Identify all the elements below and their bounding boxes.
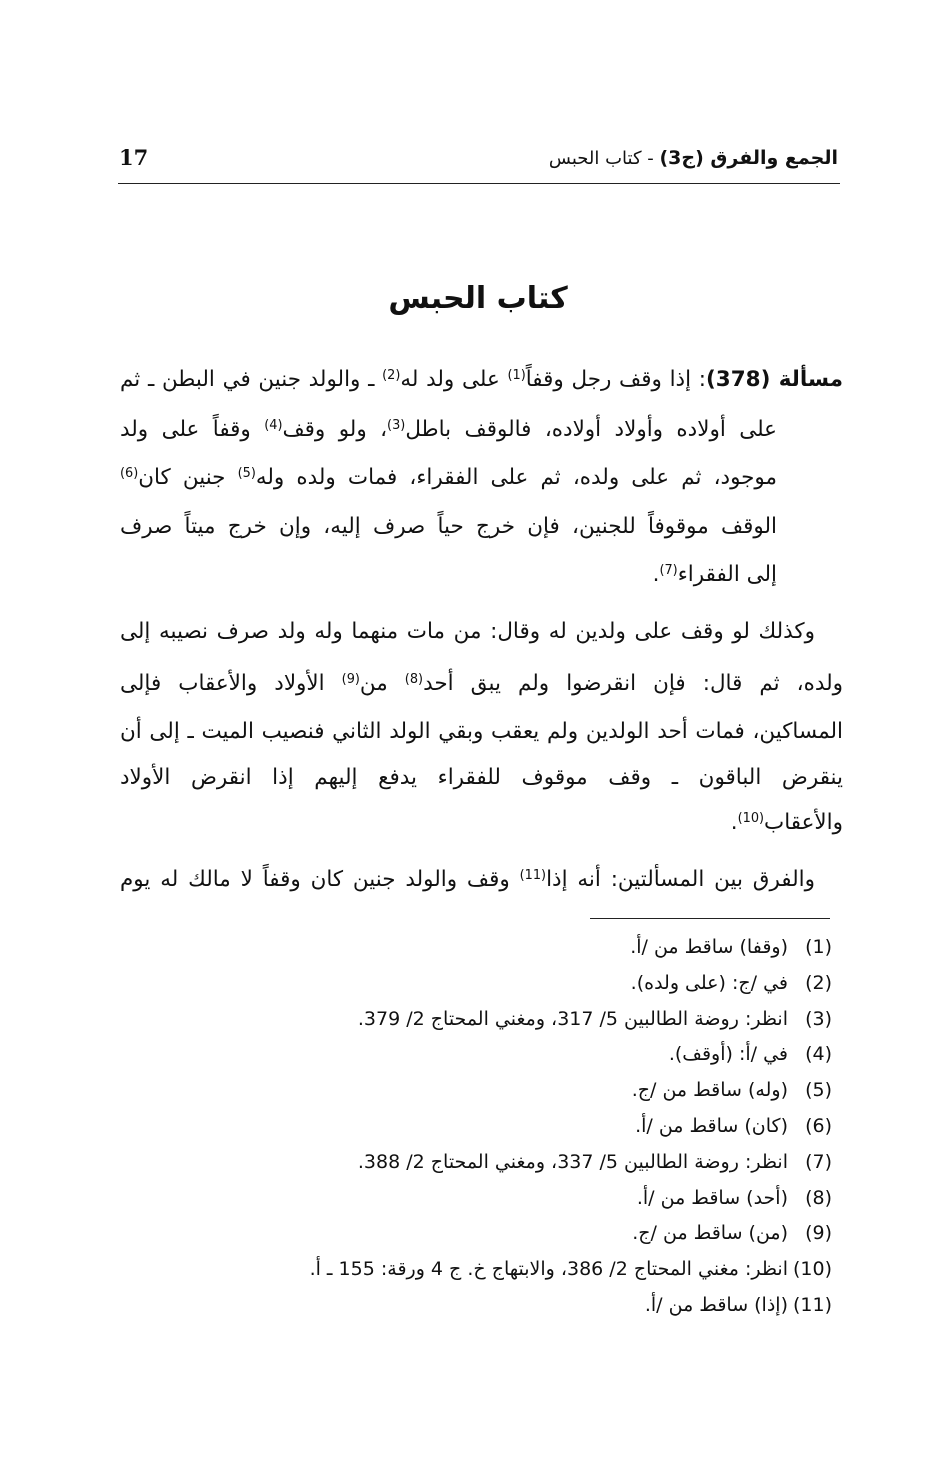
text-line (120, 856, 815, 904)
footnote-marker: (3) (387, 417, 406, 433)
footnote-text: في /ج: (على ولده). (630, 971, 788, 994)
footnote-marker: (11) (519, 867, 547, 883)
footnote (212, 1145, 832, 1181)
chapter-label: - كتاب الحبس (548, 148, 654, 169)
footnote-text: (من) ساقط من /ج. (632, 1222, 788, 1245)
text-line (120, 551, 777, 599)
footnote-marker: (9) (341, 671, 360, 687)
text-run: الوقف موقوفاً للجنين، فإن خرج حياً صرف إليه، وإن خرج ميتاً صرف (120, 514, 777, 539)
text-run: وقف والولد جنين كان وقفاً لا مالك له يوم (120, 867, 520, 892)
text-line (120, 356, 843, 404)
text-line-content (731, 799, 843, 847)
footnote-number: (11) (792, 1293, 832, 1316)
issue-label: مسألة (378) (705, 367, 843, 392)
text-run: والأعقاب (764, 810, 843, 835)
text-line-content (120, 754, 843, 802)
text-line (120, 754, 843, 802)
footnote-number: (8) (805, 1186, 832, 1209)
footnote (212, 1037, 832, 1073)
text-run: موجود، ثم على ولده، ثم على الفقراء، فمات ولده وله (255, 465, 777, 490)
text-line-content (120, 356, 843, 404)
footnote (212, 966, 832, 1002)
text-line-content (120, 708, 843, 756)
text-run: على أولاده وأولاد أولاده، فالوقف باطل (405, 417, 777, 442)
footnote-marker: (2) (382, 367, 401, 383)
text-line (120, 708, 843, 756)
footnote-text: انظر: روضة الطالبين 5/ 317، ومغني المحتاج 2/ 379. (357, 1007, 788, 1030)
footnote-marker: (5) (237, 465, 256, 481)
footnote-number: (10) (792, 1258, 832, 1281)
footnote-marker: (8) (404, 671, 424, 687)
text-run: ولده، ثم قال: فإن انقرضوا ولم يبق أحد (423, 671, 843, 696)
book-title: الجمع والفرق (ج3) (659, 147, 838, 169)
text-line (120, 799, 843, 847)
text-line-content (653, 551, 777, 599)
footnote-marker: (1) (507, 367, 526, 383)
page-number: 17 (119, 145, 149, 170)
text-line (120, 454, 777, 502)
text-line (120, 406, 777, 454)
footnote-number: (5) (805, 1079, 832, 1102)
footnote-number: (4) (805, 1043, 832, 1066)
footnote-number: (6) (805, 1114, 832, 1137)
text-line (120, 608, 815, 656)
text-run: المساكين، فمات أحد الولدين ولم يعقب وبقي الولد الثاني فنصيب الميت ـ إلى أن (120, 719, 843, 744)
footnote-text: (وقفا) ساقط من /أ. (630, 936, 788, 958)
footnote (212, 930, 832, 966)
footnote (212, 1002, 832, 1038)
text-line-content (120, 454, 777, 502)
footnote (212, 1216, 832, 1252)
text-line-content (120, 660, 843, 708)
text-run: . (652, 562, 660, 587)
footnote-separator (590, 918, 830, 919)
footnote-number: (9) (805, 1222, 832, 1245)
text-run: ـ والولد جنين في البطن ـ ثم (120, 367, 383, 392)
footnote-number: (1) (805, 936, 832, 958)
text-run: ينقرض الباقون ـ وقف موقوف للفقراء يدفع إليهم إذا انقرض الأولاد (120, 765, 843, 790)
footnote (212, 1073, 832, 1109)
footnote-number: (2) (805, 971, 832, 994)
footnote-text: انظر: روضة الطالبين 5/ 337، ومغني المحتاج 2/ 388. (357, 1150, 788, 1173)
footnote (212, 1288, 832, 1324)
text-run: . (730, 810, 738, 835)
footnote-marker: (10) (737, 810, 765, 826)
text-run: من (359, 671, 405, 696)
footnote-marker: (7) (659, 562, 678, 578)
footnote-number: (7) (805, 1150, 832, 1173)
text-line-content (120, 503, 777, 551)
footnote (212, 1181, 832, 1217)
text-run: وكذلك لو وقف على ولدين له وقال: من مات منهما وله ولد صرف نصيبه إلى (120, 619, 815, 644)
footnote (212, 1252, 832, 1288)
text-run: على ولد له (400, 367, 508, 392)
text-line-content (120, 608, 815, 656)
text-run: وقفاً على ولد (120, 417, 265, 442)
text-line (120, 503, 777, 551)
text-line (120, 660, 843, 708)
text-run: ، ولو وقف (282, 417, 388, 442)
footnote-text: (كان) ساقط من /أ. (635, 1114, 788, 1137)
text-line-content (120, 856, 815, 904)
text-line-content (120, 406, 777, 454)
footnote (212, 1109, 832, 1145)
footnotes (212, 930, 832, 1324)
text-run: الأولاد والأعقاب فإلى (120, 671, 342, 696)
text-run: جنين كان (138, 465, 238, 490)
footnote-marker: (4) (264, 417, 283, 433)
footnote-text: (أحد) ساقط من /أ. (636, 1186, 788, 1209)
chapter-title: كتاب الحبس (388, 281, 568, 316)
footnote-text: في /أ: (أوقف). (668, 1043, 788, 1066)
footnote-text: (إذا) ساقط من /أ. (644, 1293, 788, 1316)
text-run: إلى الفقراء (677, 562, 777, 587)
footnote-text: انظر: مغني المحتاج 2/ 386، والابتهاج خ. ج 4 ورقة: 155 ـ أ. (309, 1258, 788, 1281)
footnote-marker: (6) (120, 465, 139, 481)
text-run: : إذا وقف رجل وقفاً (525, 367, 706, 392)
footnote-number: (3) (805, 1007, 832, 1030)
text-run: والفرق بين المسألتين: أنه إذا (546, 867, 815, 892)
footnote-text: (وله) ساقط من /ج. (631, 1079, 788, 1102)
